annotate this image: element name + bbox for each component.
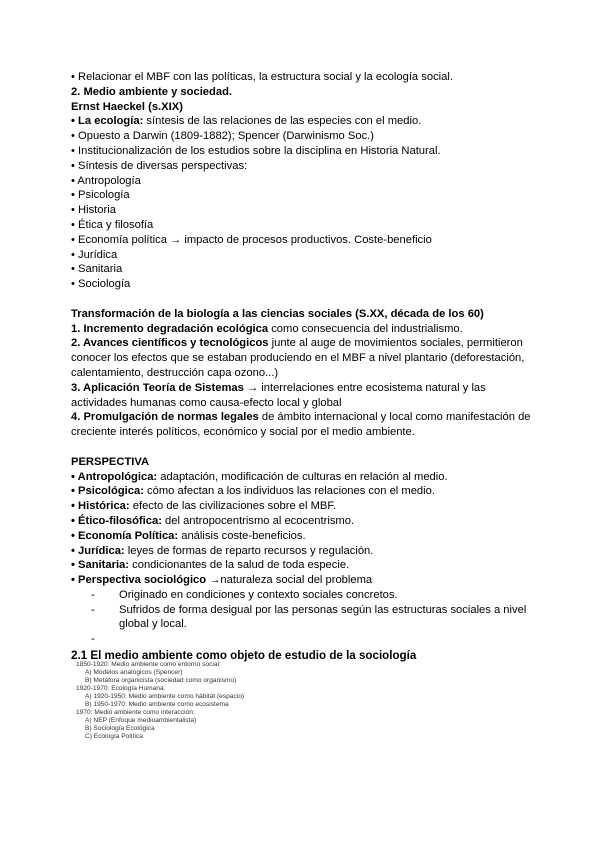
haeckel-ecology-item: • La ecología: síntesis de las relaciones de las especies con el medio. <box>71 115 422 128</box>
perspectiva-item: • Sanitaria: condicionantes de la salud de toda especie. <box>71 559 350 572</box>
perspectiva-title: PERSPECTIVA <box>71 455 150 468</box>
figure-line: B) Metáfora organicista (sociedad como organismo) <box>85 677 237 684</box>
list-item: • Psicología <box>71 189 130 202</box>
list-item: • Opuesto a Darwin (1809-1882); Spencer (Darwinismo Soc.) <box>71 130 375 143</box>
list-item: • Sanitaria <box>71 263 123 276</box>
list-item: • Jurídica <box>71 248 118 261</box>
figure-line: B) 1950-1970: Medio ambiente como ecosistema <box>85 701 229 708</box>
spacer <box>71 292 541 307</box>
figure-line: A) Modelos analógicos (Spencer) <box>85 669 183 676</box>
figure-line: C) Ecología Política <box>85 733 143 740</box>
dash-item: - Sufridos de forma desigual por las personas según las estructuras sociales a nivel global y local. <box>91 603 527 631</box>
list-item: • Institucionalización de los estudios sobre la disciplina en Historia Natural. <box>71 144 441 157</box>
dash-item: - Originado en condiciones y contexto sociales concretos. <box>91 588 398 601</box>
figure-line: A) 1920-1950: Medio ambiente como hábitat (espacio) <box>85 693 245 700</box>
perspectiva-item: • Histórica: efecto de las civilizaciones sobre el MBF. <box>71 500 337 513</box>
document-body <box>71 70 541 664</box>
haeckel-title: Ernst Haeckel (s.XIX) <box>71 100 183 113</box>
list-item: • Antropología <box>71 174 141 187</box>
figure-line: B) Sociología Ecológica <box>85 725 155 732</box>
spacer <box>71 440 541 455</box>
list-item: • Economía política → impacto de procesos productivos. Coste-beneficio <box>71 233 432 246</box>
timeline-figure <box>76 661 291 741</box>
transformation-point-1: 1. Incremento degradación ecológica como consecuencia del industrialismo. <box>71 322 463 335</box>
perspectiva-item: • Jurídica: leyes de formas de reparto recursos y regulación. <box>71 544 374 557</box>
perspectiva-item: • Psicológica: cómo afectan a los individuos las relaciones con el medio. <box>71 485 435 498</box>
list-item: • Síntesis de diversas perspectivas: <box>71 159 248 172</box>
figure-line: A) NEP (Enfoque medioambientalista) <box>85 717 197 724</box>
figure-line: 1970: Medio ambiente como interacción: <box>76 709 195 716</box>
dash-item-empty: - <box>91 633 95 646</box>
transformation-point-4: 4. Promulgación de normas legales de ámbito internacional y local como manifestación de creciente interés políticos, económico y social por el medio ambiente. <box>71 411 531 439</box>
figure-line: 1920-1970: Ecología Humana: <box>76 685 166 692</box>
perspectiva-item: • Economía Política: análisis coste-beneficios. <box>71 529 306 542</box>
section-2-title: 2. Medio ambiente y sociedad. <box>71 85 233 98</box>
list-item: • Sociología <box>71 278 131 291</box>
perspectiva-item: • Perspectiva sociológico →naturaleza social del problema <box>71 574 373 587</box>
transformation-point-3: 3. Aplicación Teoría de Sistemas → interrelaciones entre ecosistema natural y las actividades humanas como causa-efecto local y global <box>71 381 486 409</box>
transformation-point-2: 2. Avances científicos y tecnológicos junte al auge de movimientos sociales, permitieron conocer los efectos que se estaban produciendo en el MBF a nivel plantario (deforestación, calentamiento, destrucción capa ozono...) <box>71 337 525 379</box>
section-2-1-title: 2.1 El medio ambiente como objeto de estudio de la sociología <box>71 649 417 663</box>
transformation-title: Transformación de la biología a las ciencias sociales (S.XX, década de los 60) <box>71 307 484 320</box>
list-item: • Historia <box>71 204 116 217</box>
intro-bullet: • Relacionar el MBF con las políticas, la estructura social y la ecología social. <box>71 71 453 83</box>
perspectiva-item: • Antropológica: adaptación, modificación de culturas en relación al medio. <box>71 470 448 483</box>
perspectiva-item: • Ético-filosófica: del antropocentrismo al ecocentrismo. <box>71 514 355 527</box>
figure-line: 1850-1920: Medio ambiente como entorno social: <box>76 661 221 668</box>
list-item: • Ética y filosofía <box>71 218 154 231</box>
